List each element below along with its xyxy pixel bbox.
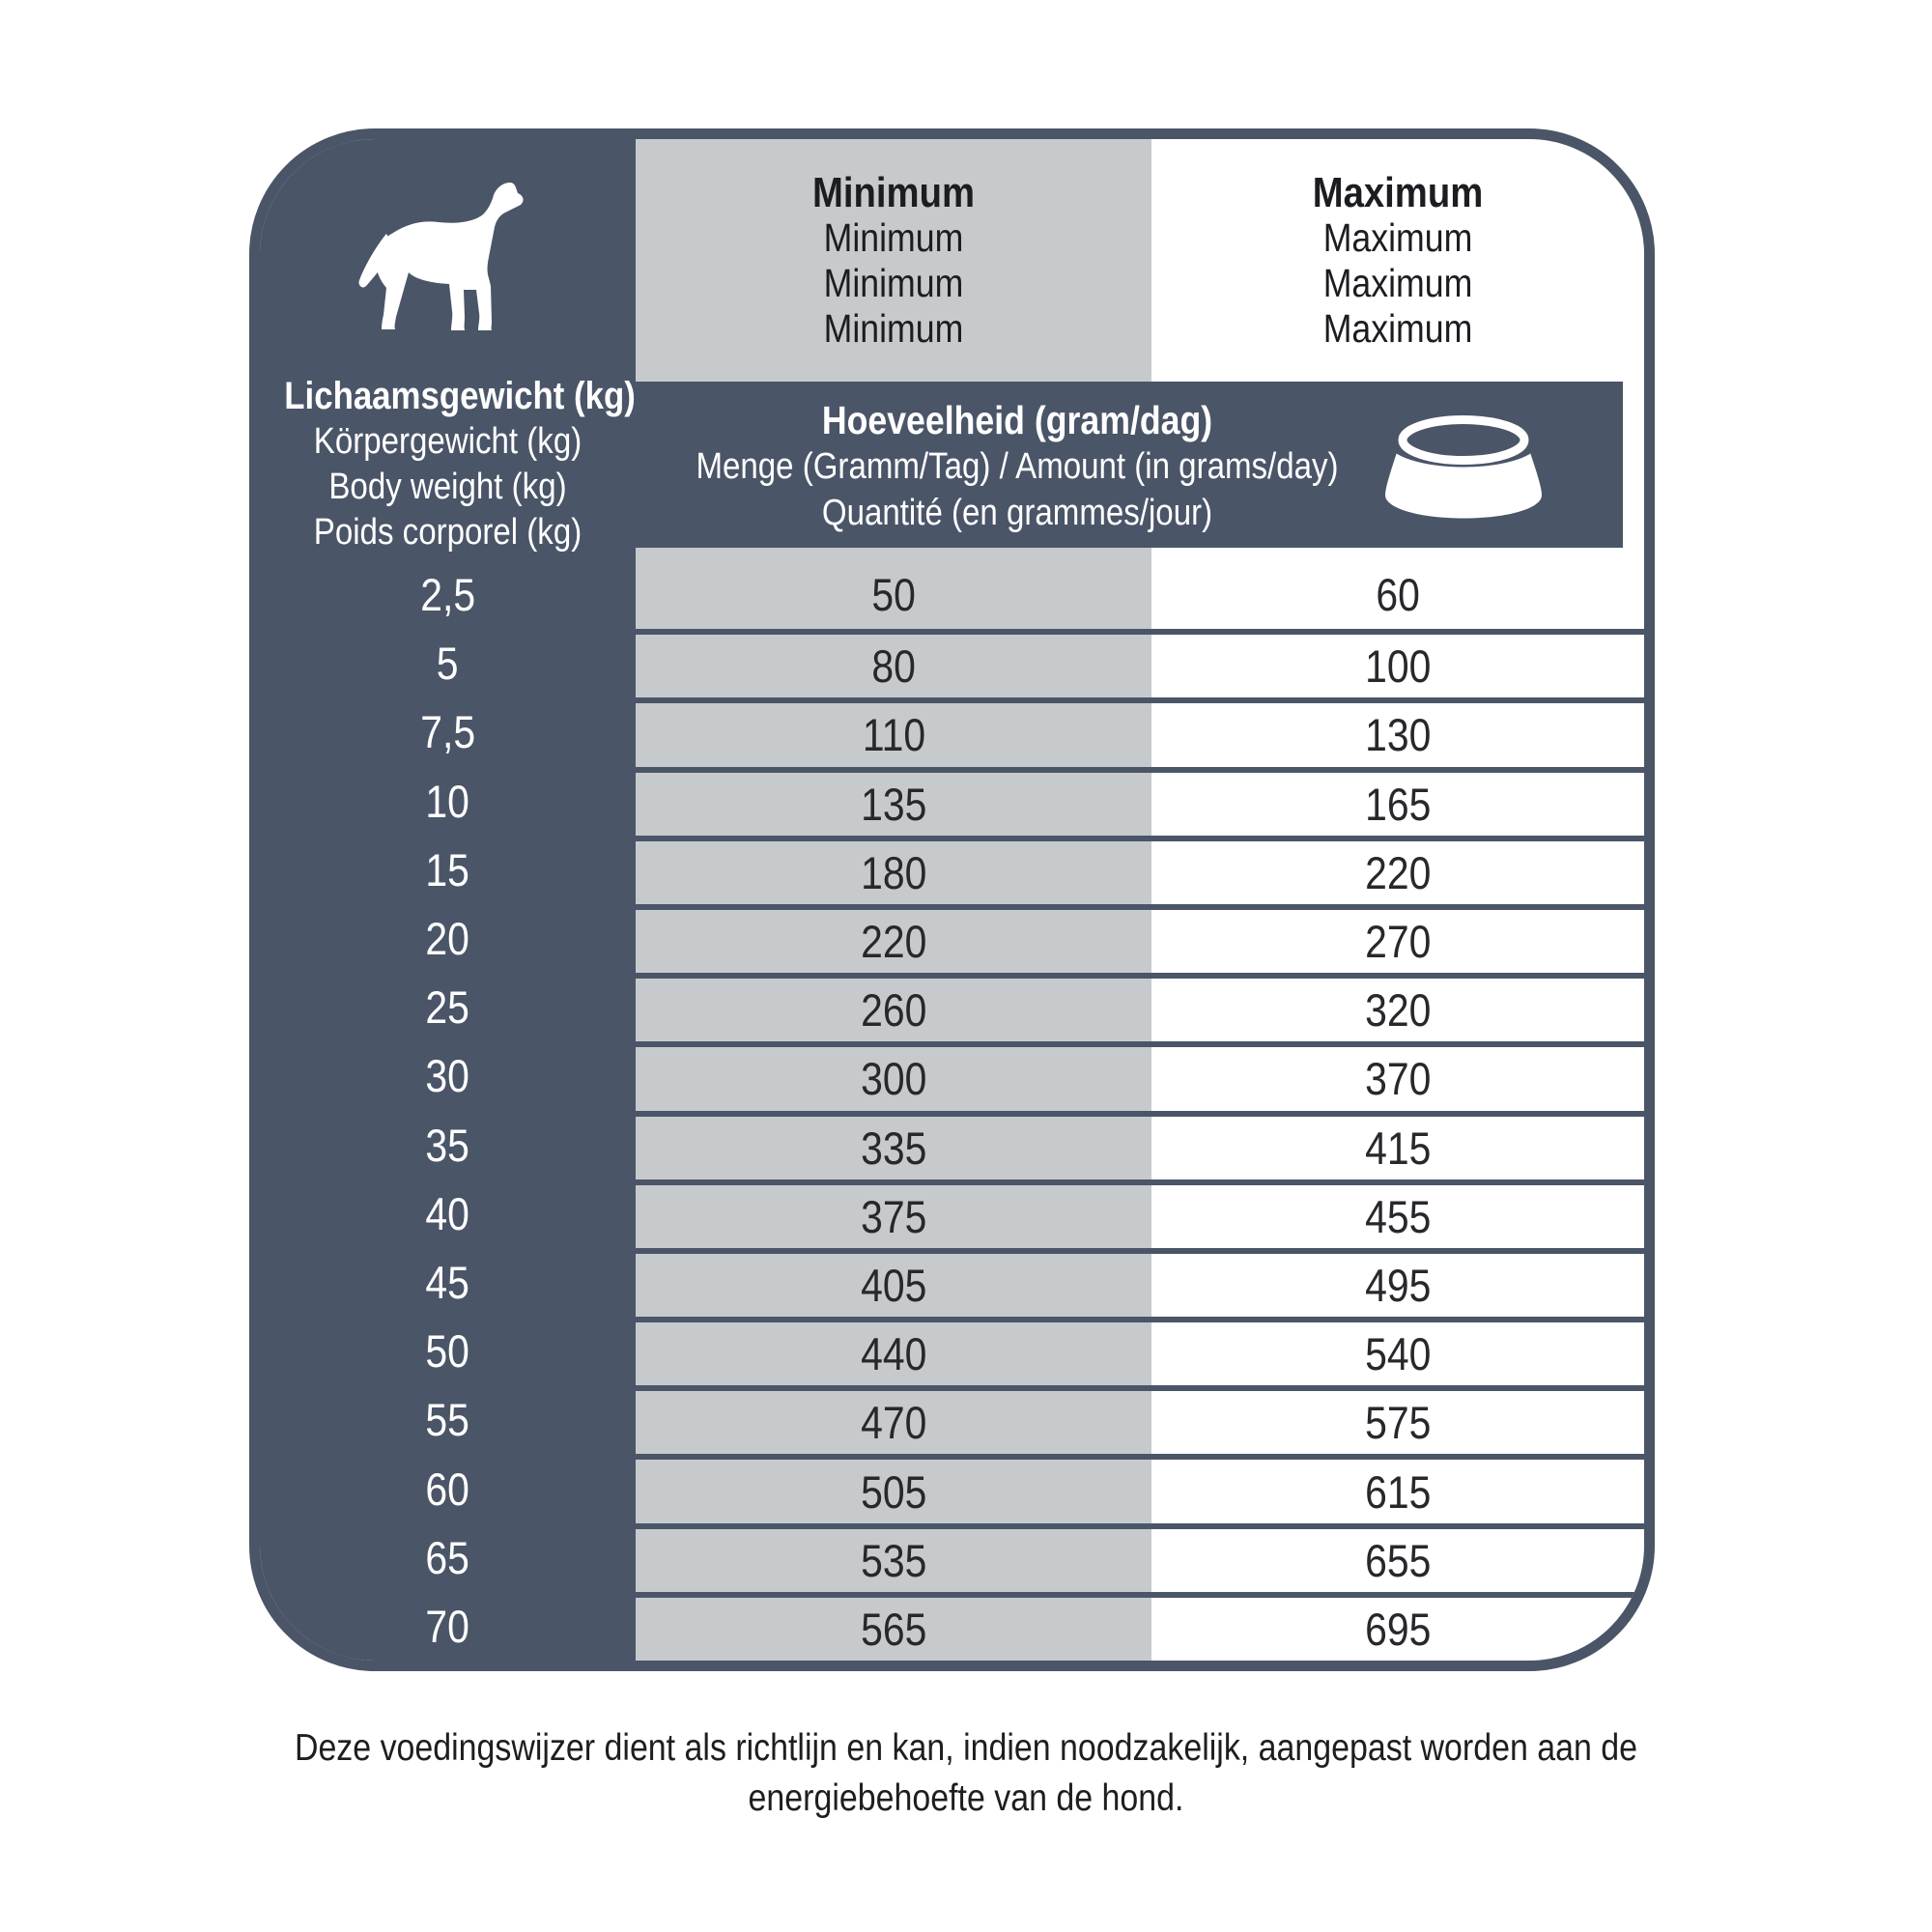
- minimum-cell: 300: [636, 1041, 1151, 1110]
- amount-subtitle-fr: Quantité (en grammes/jour): [821, 493, 1213, 533]
- table-row: [260, 836, 1644, 904]
- minimum-cell: 135: [636, 767, 1151, 836]
- footer-line-2: energiebehoefte van de hond.: [748, 1777, 1184, 1819]
- minimum-cell: 260: [636, 973, 1151, 1041]
- minimum-header-line: Minimum: [811, 169, 975, 216]
- minimum-cell: 50: [871, 569, 916, 621]
- weight-cell: 30: [425, 1050, 470, 1102]
- minimum-cell: 470: [636, 1385, 1151, 1454]
- minimum-header: [669, 170, 1119, 352]
- weight-label-en: Body weight (kg): [328, 467, 567, 507]
- table-row: [260, 1592, 1644, 1661]
- table-row: [260, 973, 1644, 1041]
- table-row: [260, 1111, 1644, 1179]
- weight-cell: 45: [425, 1256, 470, 1308]
- minimum-cell: 535: [636, 1523, 1151, 1592]
- weight-cell: 35: [425, 1119, 470, 1171]
- amount-band-text: [685, 397, 1349, 536]
- maximum-cell: 320: [1151, 973, 1644, 1041]
- weight-cell: 7,5: [420, 706, 475, 758]
- minimum-header-line: Minimum: [823, 306, 964, 351]
- maximum-cell: 695: [1151, 1592, 1644, 1661]
- table-row: [260, 629, 1644, 697]
- table-row: [260, 904, 1644, 973]
- minimum-cell: 565: [636, 1592, 1151, 1661]
- weight-label-fr: Poids corporel (kg): [313, 512, 582, 553]
- table-row: [260, 1248, 1644, 1317]
- table-row: [260, 1041, 1644, 1110]
- table-row: [260, 1523, 1644, 1592]
- maximum-cell: 540: [1151, 1317, 1644, 1385]
- dog-icon: [355, 172, 549, 336]
- minimum-cell: 505: [636, 1454, 1151, 1522]
- maximum-cell: 370: [1151, 1041, 1644, 1110]
- weight-cell: 20: [425, 913, 470, 965]
- maximum-cell: 100: [1151, 629, 1644, 697]
- maximum-cell: 615: [1151, 1454, 1644, 1522]
- minimum-cell: 80: [636, 629, 1151, 697]
- amount-title: Hoeveelheid (gram/dag): [821, 398, 1213, 442]
- maximum-header: [1183, 170, 1612, 352]
- weight-label-nl: Lichaamsgewicht (kg): [284, 375, 636, 417]
- maximum-cell: 270: [1151, 904, 1644, 973]
- weight-column-labels: [284, 374, 636, 555]
- weight-cell: 25: [425, 981, 470, 1034]
- minimum-cell: 405: [636, 1248, 1151, 1317]
- weight-cell: 60: [425, 1463, 470, 1515]
- table-row: [260, 1385, 1644, 1454]
- minimum-cell: 180: [636, 836, 1151, 904]
- bowl-icon: [1372, 409, 1555, 523]
- maximum-cell: 655: [1151, 1523, 1644, 1592]
- minimum-cell: 220: [636, 904, 1151, 973]
- amount-band: [636, 382, 1623, 548]
- maximum-cell: 575: [1151, 1385, 1644, 1454]
- maximum-cell: 415: [1151, 1111, 1644, 1179]
- weight-label-de: Körpergewicht (kg): [313, 421, 582, 462]
- table-row: [260, 697, 1644, 766]
- minimum-header-line: Minimum: [823, 215, 964, 260]
- minimum-cell: 375: [636, 1179, 1151, 1248]
- maximum-header-line: Maximum: [1322, 215, 1473, 260]
- weight-cell: 55: [425, 1394, 470, 1446]
- footer-note: [0, 1723, 1932, 1824]
- table-row: [260, 1454, 1644, 1522]
- maximum-cell: 220: [1151, 836, 1644, 904]
- footer-line-1: Deze voedingswijzer dient als richtlijn en kan, indien noodzakelijk, aangepast worden aan de: [294, 1727, 1638, 1769]
- weight-cell: 10: [425, 775, 470, 827]
- maximum-header-line: Maximum: [1322, 261, 1473, 305]
- minimum-header-line: Minimum: [823, 261, 964, 305]
- weight-cell: 5: [437, 638, 459, 690]
- table-row: [260, 560, 1644, 629]
- feeding-guide-card: [249, 128, 1655, 1671]
- weight-cell: 65: [425, 1531, 470, 1583]
- minimum-cell: 335: [636, 1111, 1151, 1179]
- maximum-cell: 495: [1151, 1248, 1644, 1317]
- amount-subtitle-de-en: Menge (Gramm/Tag) / Amount (in grams/day): [696, 446, 1339, 487]
- maximum-header-line: Maximum: [1322, 306, 1473, 351]
- weight-cell: 70: [425, 1600, 470, 1652]
- weight-cell: 40: [425, 1187, 470, 1239]
- maximum-cell: 165: [1151, 767, 1644, 836]
- table-row: [260, 1317, 1644, 1385]
- minimum-cell: 440: [636, 1317, 1151, 1385]
- maximum-cell: 60: [1376, 569, 1420, 621]
- weight-cell: 15: [425, 843, 470, 895]
- maximum-cell: 130: [1151, 697, 1644, 766]
- table-row: [260, 1179, 1644, 1248]
- table-rows: [260, 560, 1644, 1661]
- table-row: [260, 767, 1644, 836]
- weight-cell: 2,5: [420, 569, 475, 621]
- weight-cell: 50: [425, 1325, 470, 1378]
- maximum-cell: 455: [1151, 1179, 1644, 1248]
- minimum-cell: 110: [636, 697, 1151, 766]
- maximum-header-line: Maximum: [1312, 169, 1484, 216]
